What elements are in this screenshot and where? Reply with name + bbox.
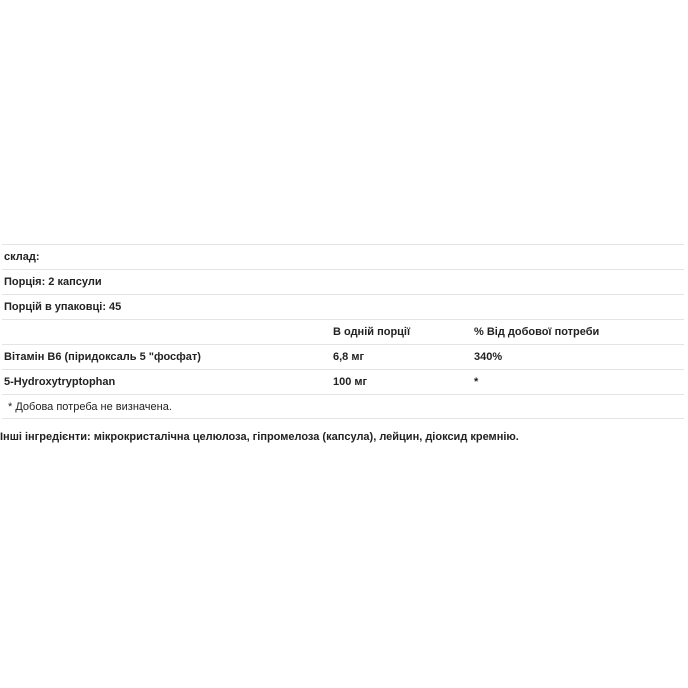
serving-size: Порція: 2 капсули [4, 276, 102, 288]
other-ingredients: Інші інгредієнти: мікрокристалічна целюлоза, гіпромелоза (капсула), лейцин, діоксид кремнію. [0, 431, 519, 443]
ingredient-daily-value: * [474, 376, 479, 388]
ingredient-amount: 6,8 мг [333, 351, 365, 363]
header-daily-value: % Від добової потреби [474, 326, 600, 338]
servings-per-container: Порцій в упаковці: 45 [4, 301, 122, 313]
ingredient-name: 5-Hydroxytryptophan [4, 376, 116, 388]
table-row [2, 344, 684, 369]
ingredient-amount: 100 мг [333, 376, 368, 388]
composition-title: склад: [4, 251, 40, 263]
header-per-serving: В одній порції [333, 326, 411, 338]
table-row [2, 369, 684, 394]
ingredient-daily-value: 340% [474, 351, 503, 363]
serving-row [2, 269, 684, 294]
footnote: * Добова потреба не визначена. [8, 400, 172, 413]
composition-title-row [2, 244, 684, 269]
servings-per-container-row [2, 294, 684, 319]
footnote-row [2, 394, 684, 419]
ingredient-name: Вітамін B6 (піридоксаль 5 "фосфат) [4, 351, 201, 363]
supplement-facts-table [2, 244, 684, 419]
table-header-row [2, 319, 684, 344]
